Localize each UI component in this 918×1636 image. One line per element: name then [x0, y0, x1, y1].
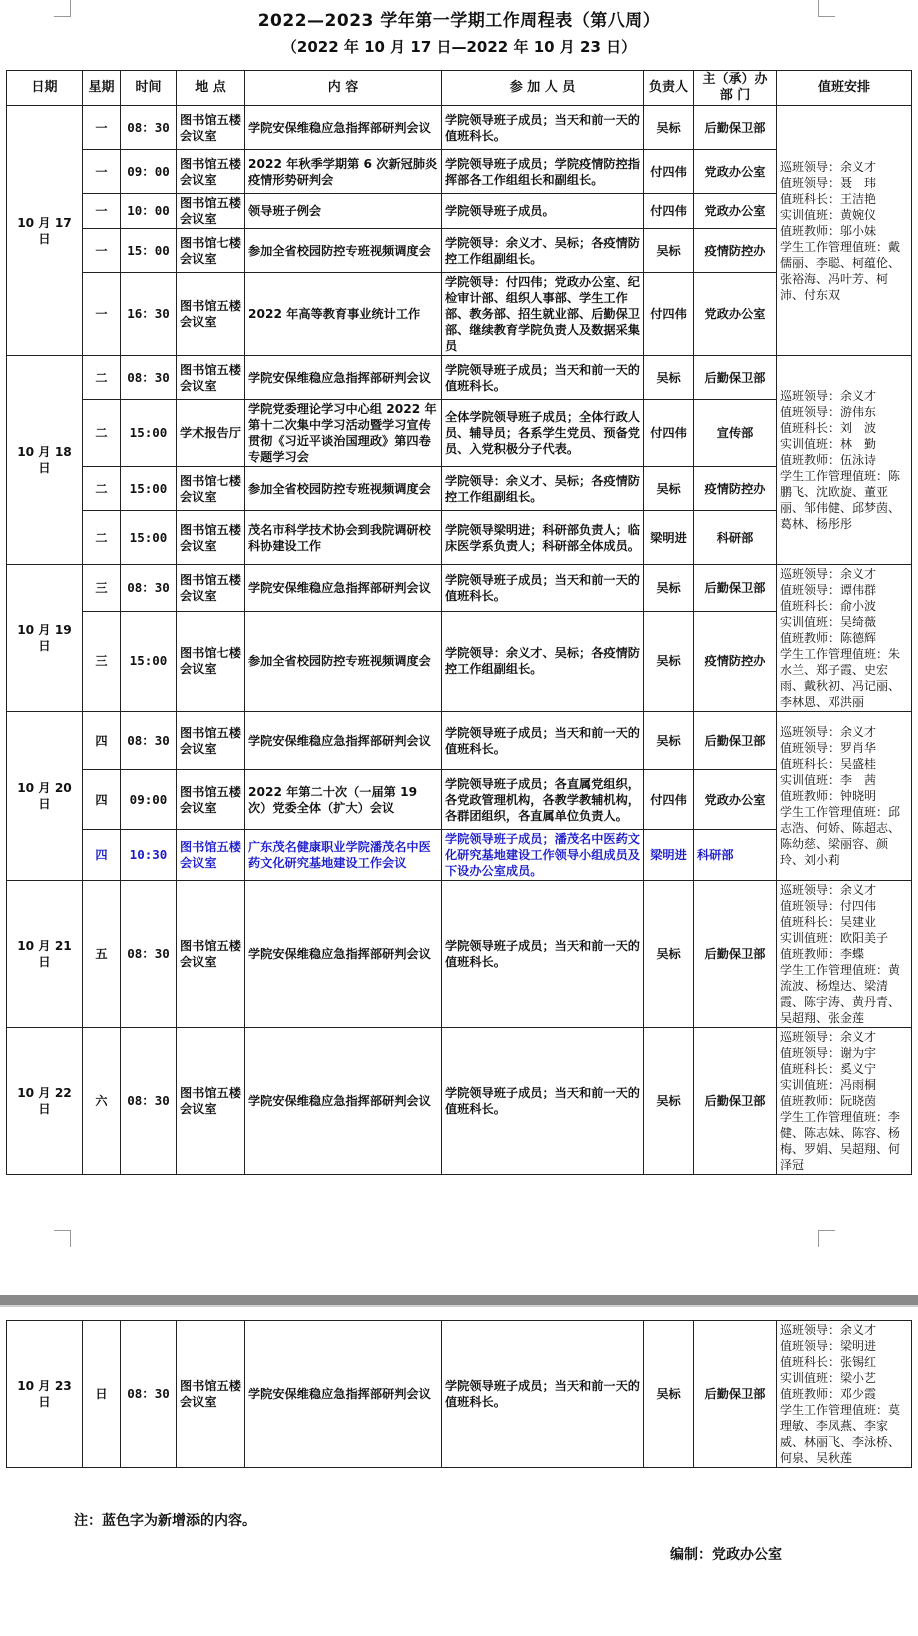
time-cell: 08：30: [121, 1321, 177, 1468]
place-cell: 图书馆五楼会议室: [177, 511, 245, 565]
editor-credit: 编制：党政办公室: [670, 1547, 782, 1563]
dept-cell: 疫情防控办: [694, 611, 777, 711]
table-row: [7, 106, 912, 150]
time-cell: 15：00: [121, 229, 177, 273]
leader-cell: 吴标: [644, 565, 694, 612]
dept-cell: 后勤保卫部: [694, 565, 777, 612]
time-cell: 08：30: [121, 881, 177, 1028]
place-cell: 图书馆五楼会议室: [177, 273, 245, 356]
leader-cell: 吴标: [644, 356, 694, 400]
date-cell: 10 月 18 日: [7, 356, 83, 565]
content-cell: 领导班子例会: [245, 194, 442, 229]
place-cell: 图书馆五楼会议室: [177, 770, 245, 830]
weekday-cell: 一: [83, 273, 121, 356]
header-time: 时间: [121, 71, 177, 106]
participants-cell: 学院领导梁明进；科研部负责人；临床医学系负责人；科研部全体成员。: [442, 511, 644, 565]
time-cell: 10：00: [121, 194, 177, 229]
page-break-shadow: [0, 1305, 918, 1307]
time-cell: 08：30: [121, 356, 177, 400]
dept-cell: 宣传部: [694, 400, 777, 467]
content-cell: 参加全省校园防控专班视频调度会: [245, 467, 442, 511]
time-cell: 10:30: [121, 830, 177, 881]
duty-cell: 巡班领导：余义才 值班领导：聂 玮 值班科长：王洁艳 实训值班：黄婉仪 值班教师：邬小妹 学生工作管理值班：戴儒丽、李聪、柯蕴伦、张裕海、冯叶芳、柯沛、付东双: [777, 106, 912, 356]
time-cell: 08：30: [121, 712, 177, 770]
time-cell: 15:00: [121, 511, 177, 565]
leader-cell: 吴标: [644, 229, 694, 273]
weekday-cell: 一: [83, 150, 121, 194]
time-cell: 16：30: [121, 273, 177, 356]
dept-cell: 科研部: [694, 830, 777, 881]
leader-cell: 付四伟: [644, 194, 694, 229]
leader-cell: 吴标: [644, 611, 694, 711]
participants-cell: 学院领导班子成员；潘茂名中医药文化研究基地建设工作领导小组成员及下设办公室成员。: [442, 830, 644, 881]
weekday-cell: 四: [83, 830, 121, 881]
content-cell: 学院安保维稳应急指挥部研判会议: [245, 712, 442, 770]
page-2: [0, 1320, 918, 1636]
place-cell: 图书馆五楼会议室: [177, 565, 245, 612]
page-break-bar: [0, 1295, 918, 1305]
place-cell: 图书馆五楼会议室: [177, 194, 245, 229]
leader-cell: 梁明进: [644, 511, 694, 565]
dept-cell: 疫情防控办: [694, 229, 777, 273]
date-cell: 10 月 19 日: [7, 565, 83, 712]
header-duty: 值班安排: [777, 71, 912, 106]
dept-cell: 后勤保卫部: [694, 1321, 777, 1468]
leader-cell: 付四伟: [644, 273, 694, 356]
duty-cell: 巡班领导：余义才 值班领导：付四伟 值班科长：吴建业 实训值班：欧阳美子 值班教师：李蝶 学生工作管理值班：黄流波、杨煌达、梁清霞、陈宇涛、黄丹青、吴超翔、张金莲: [777, 881, 912, 1028]
place-cell: 图书馆五楼会议室: [177, 106, 245, 150]
place-cell: 图书馆五楼会议室: [177, 1028, 245, 1175]
footnote: 注：蓝色字为新增添的内容。: [74, 1513, 256, 1529]
table-row: [7, 712, 912, 770]
content-cell: 广东茂名健康职业学院潘茂名中医药文化研究基地建设工作会议: [245, 830, 442, 881]
place-cell: 图书馆五楼会议室: [177, 881, 245, 1028]
place-cell: 图书馆五楼会议室: [177, 712, 245, 770]
weekday-cell: 二: [83, 400, 121, 467]
table-row: [7, 400, 912, 467]
document-title: 2022—2023 学年第一学期工作周程表（第八周）: [257, 11, 661, 31]
header-participants: 参 加 人 员: [442, 71, 644, 106]
weekday-cell: 四: [83, 712, 121, 770]
time-cell: 15:00: [121, 400, 177, 467]
place-cell: 学术报告厅: [177, 400, 245, 467]
content-cell: 学院安保维稳应急指挥部研判会议: [245, 1321, 442, 1468]
weekday-cell: 一: [83, 194, 121, 229]
place-cell: 图书馆七楼会议室: [177, 467, 245, 511]
dept-cell: 疫情防控办: [694, 467, 777, 511]
content-cell: 学院安保维稳应急指挥部研判会议: [245, 881, 442, 1028]
dept-cell: 后勤保卫部: [694, 881, 777, 1028]
document-subtitle: （2022 年 10 月 17 日—2022 年 10 月 23 日）: [281, 38, 637, 56]
participants-cell: 学院领导班子成员；当天和前一天的值班科长。: [442, 1028, 644, 1175]
table-row: [7, 194, 912, 229]
leader-cell: 吴标: [644, 881, 694, 1028]
dept-cell: 党政办公室: [694, 770, 777, 830]
leader-cell: 梁明进: [644, 830, 694, 881]
table-row: [7, 511, 912, 565]
leader-cell: 吴标: [644, 467, 694, 511]
leader-cell: 付四伟: [644, 400, 694, 467]
participants-cell: 学院领导班子成员；各直属党组织，各党政管理机构，各教学教辅机构，各群团组织，各直属单位负责人。: [442, 770, 644, 830]
content-cell: 茂名市科学技术协会到我院调研校科协建设工作: [245, 511, 442, 565]
participants-cell: 学院领导班子成员；当天和前一天的值班科长。: [442, 356, 644, 400]
content-cell: 2022 年高等教育事业统计工作: [245, 273, 442, 356]
table-row: [7, 881, 912, 1028]
time-cell: 09:00: [121, 770, 177, 830]
weekday-cell: 二: [83, 356, 121, 400]
content-cell: 学院党委理论学习中心组 2022 年第十二次集中学习活动暨学习宣传贯彻《习近平谈治国理政》第四卷专题学习会: [245, 400, 442, 467]
date-cell: 10 月 20 日: [7, 712, 83, 881]
participants-cell: 学院领导班子成员；当天和前一天的值班科长。: [442, 106, 644, 150]
table-row: [7, 611, 912, 711]
header-dept: 主（承）办部 门: [694, 71, 777, 106]
schedule-table-continued: [6, 1320, 912, 1468]
table-row: [7, 1321, 912, 1468]
schedule-table: [6, 70, 912, 1175]
duty-cell: 巡班领导：余义才 值班领导：罗肖华 值班科长：吴盛桂 实训值班：李 茜 值班教师：钟晓明 学生工作管理值班：邱志浩、何娇、陈超志、陈幼慈、梁丽容、颜玲、刘小莉: [777, 712, 912, 881]
participants-cell: 学院领导：余义才、吴标；各疫情防控工作组副组长。: [442, 229, 644, 273]
content-cell: 学院安保维稳应急指挥部研判会议: [245, 1028, 442, 1175]
dept-cell: 党政办公室: [694, 194, 777, 229]
table-row: [7, 467, 912, 511]
dept-cell: 党政办公室: [694, 150, 777, 194]
participants-cell: 学院领导班子成员；当天和前一天的值班科长。: [442, 565, 644, 612]
weekday-cell: 五: [83, 881, 121, 1028]
dept-cell: 后勤保卫部: [694, 1028, 777, 1175]
leader-cell: 吴标: [644, 106, 694, 150]
dept-cell: 后勤保卫部: [694, 356, 777, 400]
content-cell: 2022 年秋季学期第 6 次新冠肺炎疫情形势研判会: [245, 150, 442, 194]
content-cell: 学院安保维稳应急指挥部研判会议: [245, 356, 442, 400]
table-row: [7, 565, 912, 612]
weekday-cell: 三: [83, 611, 121, 711]
header-content: 内 容: [245, 71, 442, 106]
weekday-cell: 六: [83, 1028, 121, 1175]
table-row: [7, 150, 912, 194]
leader-cell: 付四伟: [644, 150, 694, 194]
crop-mark: [818, 1230, 835, 1247]
place-cell: 图书馆五楼会议室: [177, 150, 245, 194]
duty-cell: 巡班领导：余义才 值班领导：谢为宇 值班科长：奚义宁 实训值班：冯雨桐 值班教师：阮晓茵 学生工作管理值班：李健、陈志妹、陈容、杨梅、罗娟、吴超翔、何泽冠: [777, 1028, 912, 1175]
date-cell: 10 月 21 日: [7, 881, 83, 1028]
leader-cell: 付四伟: [644, 770, 694, 830]
place-cell: 图书馆五楼会议室: [177, 830, 245, 881]
duty-cell: 巡班领导：余义才 值班领导：梁明进 值班科长：张锡红 实训值班：梁小艺 值班教师：邓少霞 学生工作管理值班：莫理敏、李凤燕、李家威、林丽飞、李泳桥、何泉、吴秋莲: [777, 1321, 912, 1468]
participants-cell: 学院领导班子成员；学院疫情防控指挥部各工作组组长和副组长。: [442, 150, 644, 194]
participants-cell: 学院领导班子成员。: [442, 194, 644, 229]
participants-cell: 学院领导班子成员；当天和前一天的值班科长。: [442, 1321, 644, 1468]
duty-cell: 巡班领导：余义才 值班领导：谭伟群 值班科长：俞小波 实训值班：吴绮薇 值班教师：陈德辉 学生工作管理值班：朱水兰、郑子霞、史宏雨、戴秋初、冯记丽、李林恩、邓洪丽: [777, 565, 912, 712]
table-row: [7, 830, 912, 881]
table-row: [7, 273, 912, 356]
weekday-cell: 一: [83, 106, 121, 150]
table-row: [7, 356, 912, 400]
weekday-cell: 一: [83, 229, 121, 273]
time-cell: 15:00: [121, 467, 177, 511]
dept-cell: 党政办公室: [694, 273, 777, 356]
content-cell: 2022 年第二十次（一届第 19 次）党委全体（扩大）会议: [245, 770, 442, 830]
leader-cell: 吴标: [644, 1028, 694, 1175]
participants-cell: 学院领导：余义才、吴标；各疫情防控工作组副组长。: [442, 467, 644, 511]
time-cell: 15:00: [121, 611, 177, 711]
dept-cell: 后勤保卫部: [694, 106, 777, 150]
time-cell: 08：30: [121, 1028, 177, 1175]
table-row: [7, 229, 912, 273]
content-cell: 参加全省校园防控专班视频调度会: [245, 611, 442, 711]
header-leader: 负责人: [644, 71, 694, 106]
participants-cell: 学院领导班子成员；当天和前一天的值班科长。: [442, 712, 644, 770]
duty-cell: 巡班领导：余义才 值班领导：游伟东 值班科长：刘 波 实训值班：林 勤 值班教师：伍泳诗 学生工作管理值班：陈鹏飞、沈欧旋、董亚丽、邹伟健、邱梦茵、葛林、杨彤彤: [777, 356, 912, 565]
date-cell: 10 月 22 日: [7, 1028, 83, 1175]
weekday-cell: 四: [83, 770, 121, 830]
content-cell: 参加全省校园防控专班视频调度会: [245, 229, 442, 273]
leader-cell: 吴标: [644, 1321, 694, 1468]
time-cell: 09：00: [121, 150, 177, 194]
page-break: [0, 1262, 918, 1320]
crop-mark: [54, 1230, 71, 1247]
place-cell: 图书馆七楼会议室: [177, 229, 245, 273]
date-cell: 10 月 23 日: [7, 1321, 83, 1468]
weekday-cell: 二: [83, 511, 121, 565]
place-cell: 图书馆五楼会议室: [177, 356, 245, 400]
table-row: [7, 1028, 912, 1175]
weekday-cell: 二: [83, 467, 121, 511]
time-cell: 08：30: [121, 565, 177, 612]
content-cell: 学院安保维稳应急指挥部研判会议: [245, 565, 442, 612]
dept-cell: 后勤保卫部: [694, 712, 777, 770]
weekday-cell: 三: [83, 565, 121, 612]
leader-cell: 吴标: [644, 712, 694, 770]
date-cell: 10 月 17 日: [7, 106, 83, 356]
dept-cell: 科研部: [694, 511, 777, 565]
participants-cell: 学院领导：余义才、吴标；各疫情防控工作组副组长。: [442, 611, 644, 711]
participants-cell: 学院领导：付四伟；党政办公室、纪检审计部、组织人事部、学生工作部、教务部、招生就业部、后勤保卫部、继续教育学院负责人及数据采集员: [442, 273, 644, 356]
place-cell: 图书馆五楼会议室: [177, 1321, 245, 1468]
weekday-cell: 日: [83, 1321, 121, 1468]
header-place: 地 点: [177, 71, 245, 106]
table-row: [7, 770, 912, 830]
table-header-row: [7, 71, 912, 106]
time-cell: 08：30: [121, 106, 177, 150]
header-date: 日期: [7, 71, 83, 106]
participants-cell: 学院领导班子成员；当天和前一天的值班科长。: [442, 881, 644, 1028]
place-cell: 图书馆七楼会议室: [177, 611, 245, 711]
participants-cell: 全体学院领导班子成员；全体行政人员、辅导员；各系学生党员、预备党员、入党积极分子代表。: [442, 400, 644, 467]
content-cell: 学院安保维稳应急指挥部研判会议: [245, 106, 442, 150]
header-weekday: 星期: [83, 71, 121, 106]
